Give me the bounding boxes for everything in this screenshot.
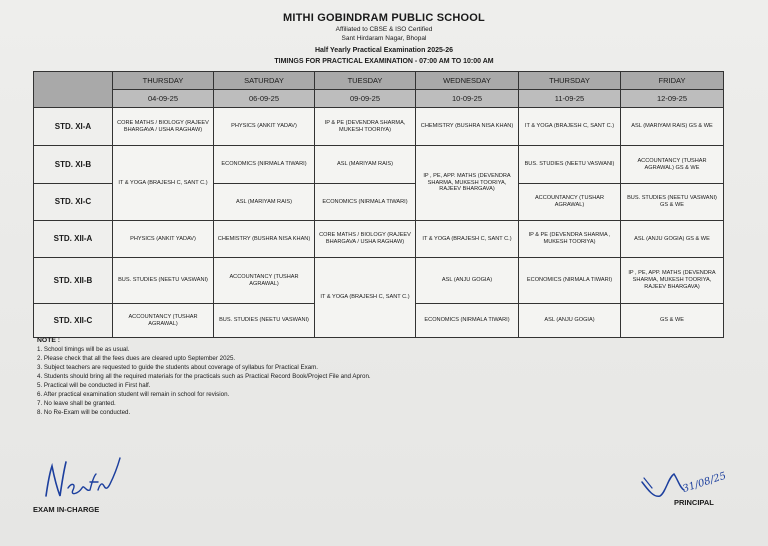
day-header: WEDNESDAY — [416, 72, 519, 90]
principal-handwritten-date: 31/08/25 — [681, 470, 728, 495]
table-cell: CORE MATHS / BIOLOGY (RAJEEV BHARGAVA / USHA RAGHAW) — [113, 108, 214, 146]
table-cell: BUS. STUDIES (NEETU VASWANI) GS & WE — [621, 184, 724, 221]
note-item: 5. Practical will be conducted in First half. — [37, 381, 151, 389]
principal-label: PRINCIPAL — [674, 498, 714, 507]
notes-title: NOTE : — [37, 337, 61, 344]
table-cell: PHYSICS (ANKIT YADAV) — [113, 221, 214, 258]
note-item: 3. Subject teachers are requested to guide the students about coverage of syllabus for Practical Exam. — [37, 363, 319, 371]
class-label: STD. XI-A — [34, 108, 113, 146]
notes-section — [37, 336, 371, 418]
table-cell: BUS. STUDIES (NEETU VASWANI) — [214, 304, 315, 338]
affiliation: Affiliated to CBSE & ISO Certified — [335, 26, 433, 33]
table-cell: GS & WE — [621, 304, 724, 338]
table-cell: ECONOMICS (NIRMALA TIWARI) — [315, 184, 416, 221]
date-header: 09-09-25 — [315, 90, 416, 108]
table-cell: CORE MATHS / BIOLOGY (RAJEEV BHARGAVA / USHA RAGHAW) — [315, 221, 416, 258]
table-cell: IP , PE, APP. MATHS (DEVENDRA SHARMA, MUKESH TOORIYA, RAJEEV BHARGAVA) — [416, 146, 519, 221]
table-cell: ASL (ANJU GOGIA) GS & WE — [621, 221, 724, 258]
date-header-row — [34, 90, 724, 108]
note-item: 1. School timings will be as usual. — [37, 345, 130, 353]
date-header: 12-09-25 — [621, 90, 724, 108]
table-cell: ACCOUNTANCY (TUSHAR AGRAWAL) — [214, 258, 315, 304]
date-header: 10-09-25 — [416, 90, 519, 108]
date-header: 06-09-25 — [214, 90, 315, 108]
day-header-row — [34, 72, 724, 90]
table-cell: IP & PE (DEVENDRA SHARMA, MUKESH TOORIYA) — [315, 108, 416, 146]
note-item: 4. Students should bring all the required materials for the practicals such as Practical Record Book/Project File and Apron. — [37, 372, 371, 380]
table-cell: ECONOMICS (NIRMALA TIWARI) — [214, 146, 315, 184]
day-header: THURSDAY — [113, 72, 214, 90]
date-header: 04-09-25 — [113, 90, 214, 108]
table-cell: IT & YOGA (BRAJESH C, SANT C.) — [113, 146, 214, 221]
table-cell: ECONOMICS (NIRMALA TIWARI) — [416, 304, 519, 338]
table-cell: ASL (MARIYAM RAIS) GS & WE — [621, 108, 724, 146]
class-label: STD. XI-B — [34, 146, 113, 184]
note-item: 8. No Re-Exam will be conducted. — [37, 408, 131, 416]
corner-cell — [34, 72, 113, 108]
table-cell: ASL (MARIYAM RAIS) — [214, 184, 315, 221]
table-cell: IT & YOGA (BRAJESH C, SANT C.) — [315, 258, 416, 338]
note-item: 6. After practical examination student will remain in school for revision. — [37, 390, 230, 398]
day-header: FRIDAY — [621, 72, 724, 90]
table-cell: ACCOUNTANCY (TUSHAR AGRAWAL) — [519, 184, 621, 221]
date-header: 11-09-25 — [519, 90, 621, 108]
school-name: MITHI GOBINDRAM PUBLIC SCHOOL — [283, 12, 485, 24]
table-row — [34, 108, 724, 146]
table-cell: ASL (MARIYAM RAIS) — [315, 146, 416, 184]
table-cell: ECONOMICS (NIRMALA TIWARI) — [519, 258, 621, 304]
address: Sant Hirdaram Nagar, Bhopal — [341, 35, 427, 42]
table-cell: IP , PE, APP. MATHS (DEVENDRA SHARMA, MUKESH TOORIYA, RAJEEV BHARGAVA) — [621, 258, 724, 304]
table-cell: ACCOUNTANCY (TUSHAR AGRAWAL) — [113, 304, 214, 338]
table-cell: ASL (ANJU GOGIA) — [416, 258, 519, 304]
principal-signature — [638, 468, 728, 502]
class-label: STD. XI-C — [34, 184, 113, 221]
table-cell: BUS. STUDIES (NEETU VASWANI) — [113, 258, 214, 304]
day-header: THURSDAY — [519, 72, 621, 90]
table-row — [34, 221, 724, 258]
class-label: STD. XII-B — [34, 258, 113, 304]
note-item: 7. No leave shall be granted. — [37, 399, 116, 407]
day-header: SATURDAY — [214, 72, 315, 90]
day-header: TUESDAY — [315, 72, 416, 90]
table-cell: CHEMISTRY (BUSHRA NISA KHAN) — [214, 221, 315, 258]
table-cell: ASL (ANJU GOGIA) — [519, 304, 621, 338]
table-row — [34, 258, 724, 304]
table-cell: IT & YOGA (BRAJESH C, SANT C.) — [416, 221, 519, 258]
note-item: 2. Please check that all the fees dues are cleared upto September 2025. — [37, 354, 236, 362]
class-label: STD. XII-C — [34, 304, 113, 338]
table-cell: ACCOUNTANCY (TUSHAR AGRAWAL) GS & WE — [621, 146, 724, 184]
exam-incharge-signature — [40, 452, 135, 507]
table-cell: BUS. STUDIES (NEETU VASWANI) — [519, 146, 621, 184]
table-cell: PHYSICS (ANKIT YADAV) — [214, 108, 315, 146]
exam-timings: TIMINGS FOR PRACTICAL EXAMINATION - 07:00 AM TO 10:00 AM — [274, 58, 494, 65]
exam-title: Half Yearly Practical Examination 2025-26 — [314, 47, 453, 54]
exam-incharge-label: EXAM IN-CHARGE — [33, 505, 100, 514]
class-label: STD. XII-A — [34, 221, 113, 258]
table-cell: IT & YOGA (BRAJESH C, SANT C.) — [519, 108, 621, 146]
table-row — [34, 146, 724, 184]
table-cell: IP & PE (DEVENDRA SHARMA , MUKESH TOORIYA) — [519, 221, 621, 258]
timetable — [33, 71, 724, 338]
table-cell: CHEMISTRY (BUSHRA NISA KHAN) — [416, 108, 519, 146]
